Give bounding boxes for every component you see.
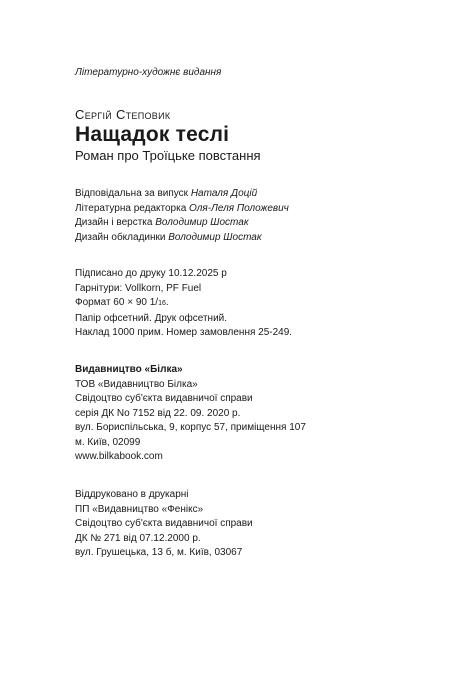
publisher-website: www.bilkabook.com [75,451,163,462]
print-run-line: Наклад 1000 прим. Номер замовлення 25-249. [75,327,293,338]
book-subtitle: Роман про Троїцьке повстання [75,148,261,163]
printer-address: вул. Грушецька, 13 б, м. Київ, 03067 [75,547,243,558]
credit-name: Володимир Шостак [155,217,249,228]
author-name: Сергій Степовик [75,107,171,122]
credit-role: Відповідальна за випуск [75,188,189,199]
format-prefix: Формат 60 × 90 1/ [75,297,159,308]
paper-line: Папір офсетний. Друк офсетний. [75,312,228,324]
publisher-line: серія ДК No 7152 від 22. 09. 2020 р. [75,407,241,419]
publisher-block [75,363,306,465]
genre-label: Літературно-художнє видання [75,67,222,78]
credit-name: Володимир Шостак [168,231,262,243]
credit-role: Літературна редакторка [75,202,187,214]
credit-name: Оля-Леля Положевич [189,202,289,214]
publisher-name: Видавництво «Білка» [75,364,183,375]
credits-block [75,187,289,245]
format-fraction: 16 [158,300,166,307]
credit-line [75,216,289,231]
format-suffix: . [165,297,169,308]
imprint-page [75,0,435,690]
printer-block [75,488,253,561]
credit-line [75,231,289,246]
printer-line: Віддруковано в друкарні [75,489,189,500]
publisher-line: Свідоцтво суб'єкта видавничої справи [75,393,253,404]
credit-name: Наталя Доцій [190,188,258,199]
typefaces: Гарнітури: Vollkorn, PF Fuel [75,282,202,294]
publisher-line: ТОВ «Видавництво Білка» [75,378,198,390]
publisher-city: м. Київ, 02099 [75,436,141,448]
print-info-block [75,267,292,341]
signed-date: Підписано до друку 10.12.2025 р [75,268,227,279]
printer-line: Свідоцтво суб'єкта видавничої справи [75,518,253,529]
credit-line [75,187,289,202]
printer-line: ДК № 271 від 07.12.2000 р. [75,532,201,544]
credit-role: Дизайн і верстка [75,217,153,228]
credit-role: Дизайн обкладинки [75,231,166,243]
printer-name: ПП «Видавництво «Фенікс» [75,503,204,515]
publisher-address: вул. Бориспільська, 9, корпус 57, приміщення 107 [75,422,306,433]
credit-line [75,202,289,217]
book-title: Нащадок теслі [75,123,230,146]
format-line [75,296,292,312]
